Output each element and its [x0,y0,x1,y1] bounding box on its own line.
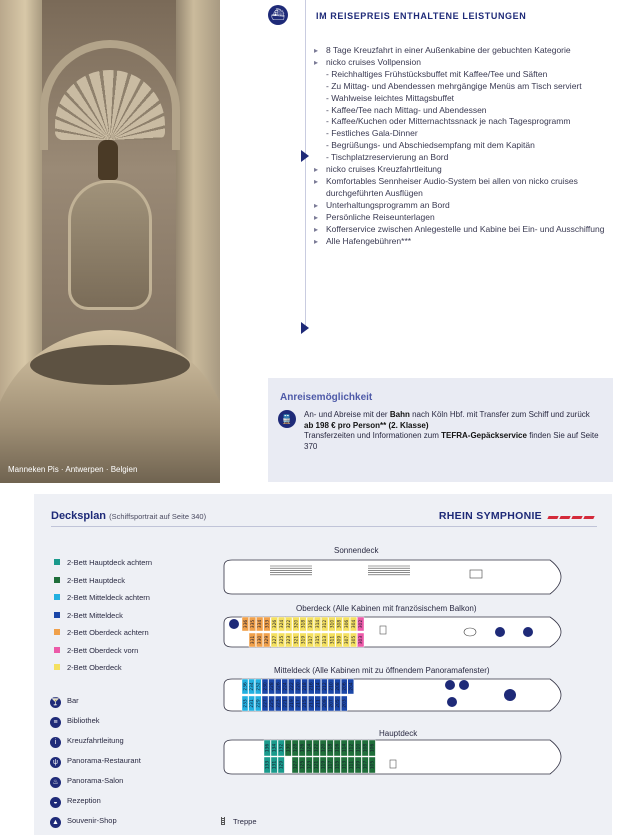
symbol-legend-item: ♨ Panorama-Salon [50,775,123,787]
symbol-legend-item: ≡ Bibliothek [50,715,100,727]
cabin-number: 321 [294,635,300,645]
symbol-legend-item: ▲ Souvenir-Shop [50,815,117,827]
leistung-item: ▸ nicko cruises Vollpension [314,57,619,69]
deck-label-hauptdeck: Hauptdeck [379,729,418,738]
cabin-number: 330 [258,635,263,645]
cabin-number: 122 [314,743,320,753]
cabin-number: 323 [287,635,293,645]
legend-item: 2-Bett Hauptdeck achtern [54,558,152,568]
legend-swatch [54,559,60,565]
cabin-number: 106 [370,743,376,753]
legend-item: 2-Bett Oberdeck vorn [54,646,138,656]
stairs-icon [221,817,225,825]
bell-icon [447,697,457,707]
leistung-item: - Tischplatzreservierung an Bord [314,152,619,164]
leistung-item: ▸ Kofferservice zwischen Anlegestelle und Kabine bei Ein- und Ausschiffung [314,224,619,236]
cabin-number: 308 [337,619,343,629]
cabin-number: 309 [337,635,343,645]
cabin-number: 320 [294,619,300,629]
lounge-icon: ♨ [50,777,61,788]
leistung-item: ▸ nicko cruises Kreuzfahrtleitung [314,164,619,176]
legend-item: 2-Bett Mitteldeck achtern [54,593,150,603]
legend-item: 2-Bett Mitteldeck [54,611,123,621]
cabin-number: 120 [321,743,327,753]
cabin-number: 124 [307,743,313,753]
bag-icon: ▲ [50,817,61,828]
cabin-number: 331 [250,635,256,645]
bag-icon [459,680,469,690]
cabin-number: 133 [265,760,271,770]
cabin-number: 326 [272,619,278,629]
photo-manneken-pis [0,0,220,483]
triangle-marker-icon [301,322,309,334]
leistungen-list [314,45,619,247]
cutlery-icon: ψ [50,757,61,768]
cabin-number: 115 [335,760,341,770]
cabin-number: 105 [370,760,376,770]
cabin-number: 217 [296,699,302,708]
cabin-number: 227 [263,699,269,708]
deck-label-oberdeck: Oberdeck (Alle Kabinen mit französischem Balkon) [296,604,477,613]
hull-sonnendeck [224,560,561,594]
info-icon: i [50,737,61,748]
cabin-number: 236 [243,682,249,691]
deck-label-mitteldeck: Mitteldeck (Alle Kabinen mit zu öffnendem Panoramafenster) [274,666,490,675]
legend-swatch [54,577,60,583]
leistung-item: ▸ 8 Tage Kreuzfahrt in einer Außenkabine der gebuchten Kategorie [314,45,619,57]
cabin-number: 306 [344,619,350,629]
cabin-number: 113 [342,760,348,770]
leistung-item: - Festliches Gala-Dinner [314,128,619,140]
cabin-number: 231 [250,699,256,708]
cabin-number: 206 [342,682,348,691]
treppe-legend: Treppe [221,817,257,826]
cabin-number: 220 [296,682,302,691]
cabin-number: 207 [329,699,335,708]
cabin-number: 327 [272,635,278,645]
legend-item: 2-Bett Oberdeck achtern [54,628,149,638]
cabin-number: 126 [300,743,306,753]
cabin-number: 313 [323,635,329,645]
cabin-number: 130 [286,743,292,753]
cabin-number: 216 [309,682,315,691]
cabin-number: 230 [263,682,269,691]
cabin-number: 223 [276,699,282,708]
anreise-box [268,378,613,482]
cabin-number: 134 [272,743,278,753]
cabin-number: 111 [349,760,355,770]
ship-icon: ⛴ [268,5,288,25]
cabin-number: 109 [356,760,362,770]
cabin-number: 232 [256,682,262,691]
anreise-title: Anreisemöglichkeit [280,392,373,403]
symbol-legend-item: ◒ Rezeption [50,795,101,807]
triangle-marker-icon [301,150,309,162]
cabin-number: 123 [307,760,313,770]
cabin-number: 117 [328,760,334,770]
cabin-number: 218 [303,682,309,691]
cabin-number: 219 [289,699,295,708]
cabin-number: 319 [301,635,307,645]
leistungen-title: IM REISEPREIS ENTHALTENE LEISTUNGEN [316,11,527,21]
cocktail-icon: 🍸 [51,699,60,706]
cabin-number: 317 [308,635,314,645]
cabin-number: 336 [243,619,249,629]
cabin-number: 304 [352,619,357,629]
cabin-number: 121 [314,760,320,770]
cabin-number: 108 [363,743,369,753]
symbol-legend-item: 🍸 Bar [51,696,79,706]
cabin-number: 107 [363,760,369,770]
legend-item: 2-Bett Oberdeck [54,663,122,673]
train-icon: 🚆 [278,410,296,428]
cabin-number: 311 [330,635,336,645]
legend-swatch [54,594,60,600]
cabin-number: 334 [258,619,264,629]
leistung-item: - Reichhaltiges Frühstücksbuffet mit Kaffee/Tee und Säften [314,69,619,81]
cabin-number: 228 [270,682,276,691]
cocktail-icon [495,627,505,637]
symbol-legend-item: i Kreuzfahrtleitung [50,735,124,747]
cabin-number: 208 [336,682,342,691]
deck-label-sonnendeck: Sonnendeck [334,546,379,555]
cabin-number: 307 [344,635,350,645]
anreise-text: An- und Abreise mit der Bahn nach Köln Hbf. mit Transfer zum Schiff und zurück ab 198 € pro Person** (2. Klasse) Transferzeiten und Informationen zum TEFRA-Gepäckservice finden Sie auf Seite 370 [304,410,599,451]
cabin-number: 226 [276,682,282,691]
cabin-number: 225 [270,699,276,708]
cabin-number: 132 [279,743,285,753]
bell-icon: ◒ [50,797,61,808]
leistung-item: ▸ Komfortables Sennheiser Audio-System bei allen von nicko cruises durchgeführten Ausflügen [314,176,619,200]
cabin-number: 224 [283,682,289,691]
cabin-number: 204 [349,682,355,691]
leistung-item: ▸ Unterhaltungsprogramm an Bord [314,200,619,212]
cabin-number: 302 [359,619,365,629]
cabin-number: 118 [328,743,334,753]
legend-item: 2-Bett Hauptdeck [54,576,125,586]
cabin-number: 322 [287,619,293,629]
cabin-number: 203 [342,699,348,708]
cabin-number: 125 [300,760,306,770]
cabin-number: 333 [265,619,271,629]
info-icon [445,680,455,690]
cabin-number: 110 [356,743,362,753]
cabin-number: 213 [309,699,315,708]
cabin-number: 305 [352,635,357,645]
cutlery-icon [504,689,516,701]
cabin-number: 131 [272,760,278,770]
decksplan-panel [34,494,612,835]
legend-swatch [54,664,60,670]
decksplan-title: Decksplan (Schiffsportrait auf Seite 340) [51,510,207,522]
cabin-number: 329 [265,635,271,645]
cabin-number: 325 [280,635,285,645]
cabin-number: 335 [251,619,256,629]
cabin-number: 233 [243,699,249,708]
leistung-item: ▸ Persönliche Reiseunterlagen [314,212,619,224]
cabin-number: 214 [316,682,322,691]
leistung-item: - Kaffee/Kuchen oder Mitternachtssnack je nach Tagesprogramm [314,116,619,128]
cabin-number: 212 [322,682,328,691]
cabin-number: 112 [349,743,355,753]
cabin-number: 310 [330,619,336,629]
cabin-number: 116 [335,743,341,753]
anreise-price: ab 198 € pro Person** (2. Klasse) [304,420,429,430]
cabin-number: 324 [280,619,285,629]
cabin-number: 222 [289,682,295,691]
leistung-item: - Begrüßungs- und Abschiedsempfang mit dem Kapitän [314,140,619,152]
legend-swatch [54,629,60,635]
cabin-number: 312 [323,619,329,629]
cabin-number: 129 [279,760,285,770]
cabin-number: 119 [321,760,327,770]
symbol-legend-item: ψ Panorama-Restaurant [50,755,141,767]
cabin-number: 303 [359,635,365,645]
cabin-number: 221 [283,699,289,708]
cabin-number: 316 [308,619,314,629]
cabin-number: 314 [316,619,321,629]
cabin-number: 229 [256,699,262,708]
cabin-number: 127 [293,760,299,770]
cabin-number: 215 [303,699,309,708]
cabin-number: 128 [293,743,299,753]
photo-caption: Manneken Pis · Antwerpen · Belgien [8,465,138,474]
ship-brand: RHEIN SYMPHONIE [439,510,594,522]
cabin-number: 136 [265,743,271,753]
deck-plan-drawing [220,554,590,804]
lounge-icon [523,627,533,637]
cabin-number: 114 [342,743,348,753]
divider-line [305,0,306,330]
cabin-number: 315 [316,635,321,645]
cabin-number: 318 [301,619,307,629]
cabin-number: 205 [336,699,342,708]
cabin-number: 234 [250,682,256,691]
leistung-item: - Zu Mittag- und Abendessen mehrgängige Menüs am Tisch serviert [314,81,619,93]
cabin-number: 210 [329,682,335,691]
leistung-item: - Kaffee/Tee nach Mittag- und Abendessen [314,105,619,117]
leistung-item: - Wahlweise leichtes Mittagsbuffet [314,93,619,105]
legend-swatch [54,647,60,653]
cabin-number: 209 [322,699,328,708]
legend-swatch [54,612,60,618]
books-icon [229,619,239,629]
leistung-item: ▸ Alle Hafengebühren*** [314,236,619,248]
books-icon: ≡ [50,717,61,728]
cabin-number: 211 [316,699,322,708]
